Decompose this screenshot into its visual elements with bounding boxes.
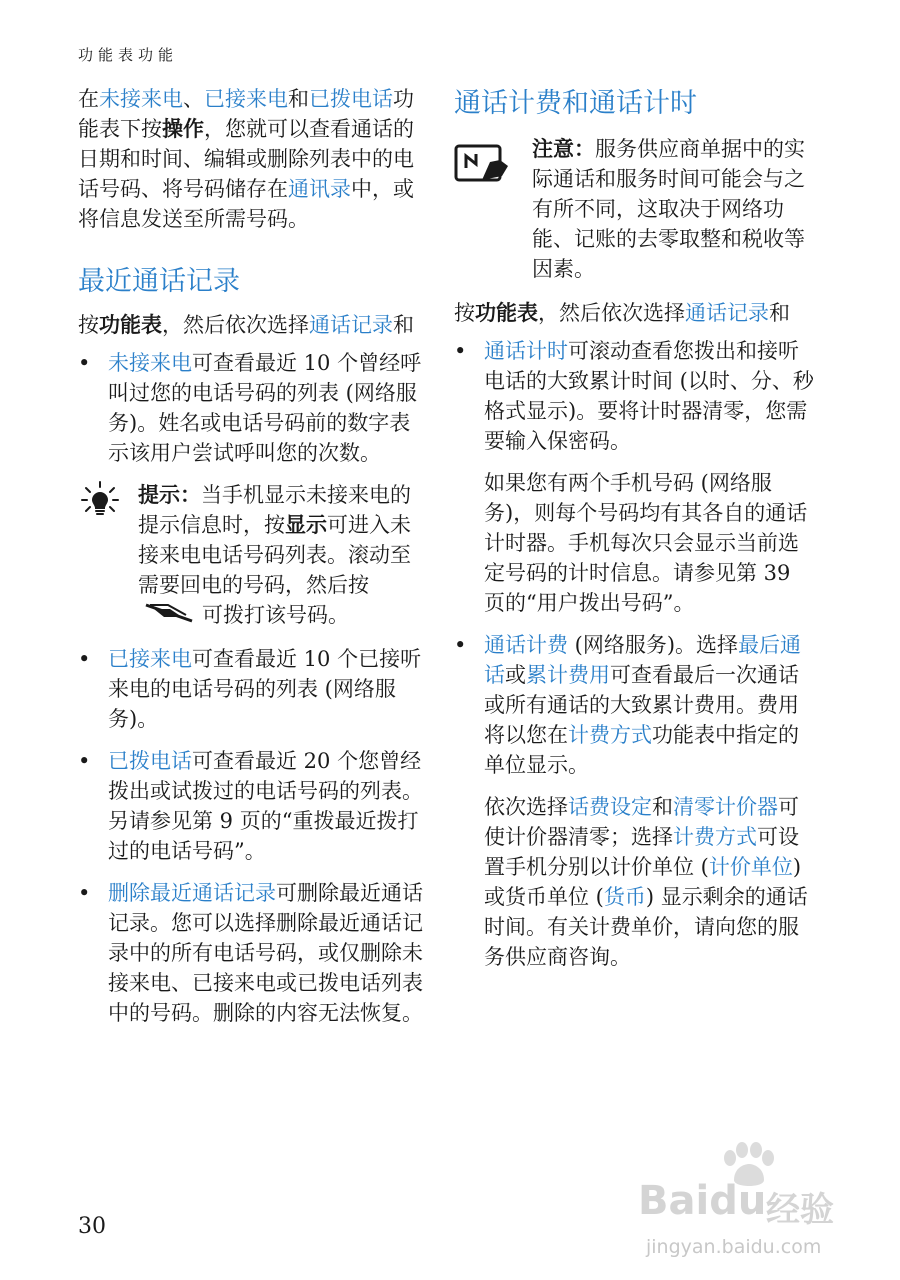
highlighted-term: 已拨电话 bbox=[108, 749, 192, 773]
text-run: 和 bbox=[393, 313, 414, 337]
text-run: 可滚动查看您拨出和接听电话的大致累计时间 (以时、分、秒格式显示)。要将计时器清零，您需要输入保密码。 bbox=[484, 339, 814, 453]
list-item-text bbox=[108, 881, 423, 1025]
text-run: 可查看最后一次通话或所有通话的大致累计费用。费用将以您在 bbox=[484, 663, 799, 747]
text-run: 可拨打该号码。 bbox=[202, 603, 349, 627]
note-text bbox=[532, 134, 814, 284]
text-run: 中，或将信息发送至所需号码。 bbox=[78, 177, 414, 231]
text-run: 、 bbox=[183, 87, 204, 111]
highlighted-term: 货币 bbox=[603, 885, 646, 909]
watermark-label: 经验 bbox=[766, 1190, 834, 1230]
call-cost-list bbox=[454, 336, 814, 972]
highlighted-term: 最后通话 bbox=[484, 633, 802, 687]
watermark-brand: Baidu bbox=[638, 1178, 767, 1224]
highlighted-term: 删除最近通话记录 bbox=[108, 881, 276, 905]
highlighted-term: 清零计价器 bbox=[673, 795, 778, 819]
text-run: ) 或货币单位 ( bbox=[484, 855, 802, 909]
text-run: 可查看最近 10 个曾经呼叫过您的电话号码的列表 (网络服务)。姓名或电话号码前的数字表示该用户尝试呼叫您的次数。 bbox=[108, 351, 422, 465]
text-run: ，然后依次选择 bbox=[538, 301, 685, 325]
text-run: ) 显示剩余的通话时间。有关计费单价，请向您的服务供应商咨询。 bbox=[484, 885, 808, 969]
text-run: 和 bbox=[288, 87, 309, 111]
list-item-missed-calls bbox=[78, 348, 428, 468]
page-number: 30 bbox=[78, 1214, 106, 1239]
bold-term: 显示 bbox=[285, 512, 327, 537]
text-run: ，然后依次选择 bbox=[162, 313, 309, 337]
text-run: 按 bbox=[454, 301, 475, 325]
text-run: 如果您有两个手机号码 (网络服务)，则每个号码均有其各自的通话计时器。手机每次只会显示当前选定号码的计时信息。请参见第 39 页的“用户拨出号码”。 bbox=[484, 471, 808, 615]
bold-term: 注意： bbox=[532, 136, 595, 161]
highlighted-term: 计费方式 bbox=[568, 723, 652, 747]
highlighted-term: 通话记录 bbox=[309, 313, 393, 337]
note-hand-icon bbox=[454, 140, 510, 184]
recent-calls-list bbox=[78, 348, 428, 468]
list-item-delete-recent-call-lists bbox=[78, 878, 428, 1028]
highlighted-term: 已接来电 bbox=[204, 87, 288, 111]
tip-text-part bbox=[138, 483, 411, 597]
highlighted-term: 通话计费 bbox=[484, 633, 568, 657]
text-run: 可查看最近 20 个您曾经拨出或试拨过的电话号码的列表。另请参见第 9 页的“重拨最近拨打过的电话号码”。 bbox=[108, 749, 423, 863]
lead-paragraph bbox=[454, 298, 814, 328]
section-heading-recent-calls: 最近通话记录 bbox=[78, 266, 240, 297]
intro-paragraph bbox=[78, 84, 428, 234]
send-key-icon bbox=[144, 602, 196, 624]
list-item-subparagraph bbox=[484, 792, 814, 972]
list-item-dialled-numbers bbox=[78, 746, 428, 866]
text-run: 在 bbox=[78, 87, 99, 111]
text-run: 当手机显示未接来电的提示信息时，按 bbox=[138, 483, 411, 537]
watermark-url: jingyan.baidu.com bbox=[646, 1236, 822, 1258]
list-item-text bbox=[108, 351, 421, 465]
lead-paragraph bbox=[78, 310, 428, 340]
highlighted-term: 未接来电 bbox=[99, 87, 183, 111]
highlighted-term: 计费方式 bbox=[673, 825, 757, 849]
text-run: 可使计价器清零；选择 bbox=[484, 795, 799, 849]
text-run: 可查看最近 10 个已接听来电的电话号码的列表 (网络服务)。 bbox=[108, 647, 422, 731]
note-block bbox=[454, 134, 814, 284]
highlighted-term: 计价单位 bbox=[708, 855, 793, 879]
highlighted-term: 累计费用 bbox=[526, 663, 610, 687]
highlighted-term: 通话计时 bbox=[484, 339, 568, 363]
text-run: 可删除最近通话记录。您可以选择删除最近通话记录中的所有电话号码，或仅删除未接来电、已接来电或已拨电话列表中的号码。删除的内容无法恢复。 bbox=[108, 881, 423, 1025]
list-item-text bbox=[484, 633, 801, 777]
highlighted-term: 话费设定 bbox=[568, 795, 652, 819]
text-run: 可设置手机分别以计价单位 ( bbox=[484, 825, 799, 879]
list-item-subparagraph bbox=[484, 468, 814, 618]
text-run: 功能表下按 bbox=[78, 87, 414, 141]
text-run: 功能表中指定的单位显示。 bbox=[484, 723, 799, 777]
right-column bbox=[454, 84, 814, 984]
text-run: 服务供应商单据中的实际通话和服务时间可能会与之有所不同，这取决于网络功能、记账的去零取整和税收等因素。 bbox=[532, 137, 805, 281]
section-heading-call-cost-timers: 通话计费和通话计时 bbox=[454, 88, 697, 119]
text-run: 可进入未接来电电话号码列表。滚动至需要回电的号码，然后按 bbox=[138, 513, 411, 597]
bold-term: 提示： bbox=[138, 482, 201, 507]
list-item-text bbox=[108, 749, 423, 863]
list-item-text bbox=[108, 647, 421, 731]
text-run: 依次选择 bbox=[484, 795, 568, 819]
text-run: (网络服务)。选择 bbox=[568, 633, 739, 657]
list-item-call-costs bbox=[454, 630, 814, 972]
text-run: ，您就可以查看通话的日期和时间、编辑或删除列表中的电话号码、将号码储存在 bbox=[78, 117, 414, 201]
tip-text-part bbox=[202, 603, 349, 627]
highlighted-term: 通话记录 bbox=[685, 301, 769, 325]
running-head: 功能表功能 bbox=[78, 46, 179, 64]
highlighted-term: 已拨电话 bbox=[309, 87, 393, 111]
highlighted-term: 通讯录 bbox=[288, 177, 351, 201]
left-column bbox=[78, 84, 428, 1040]
text-run: 和 bbox=[769, 301, 790, 325]
tip-text bbox=[138, 480, 428, 630]
text-run: 和 bbox=[652, 795, 673, 819]
lightbulb-icon bbox=[80, 480, 120, 520]
list-item-text bbox=[484, 339, 814, 453]
bold-term: 操作 bbox=[162, 116, 204, 141]
text-run: 或 bbox=[505, 663, 526, 687]
list-item-call-timers bbox=[454, 336, 814, 618]
recent-calls-list-continued bbox=[78, 644, 428, 1028]
highlighted-term: 已接来电 bbox=[108, 647, 192, 671]
bold-term: 功能表 bbox=[99, 312, 162, 337]
bold-term: 功能表 bbox=[475, 300, 538, 325]
baidu-watermark bbox=[636, 1140, 856, 1270]
text-run: 按 bbox=[78, 313, 99, 337]
list-item-received-calls bbox=[78, 644, 428, 734]
tip-block bbox=[78, 480, 428, 630]
highlighted-term: 未接来电 bbox=[108, 351, 192, 375]
